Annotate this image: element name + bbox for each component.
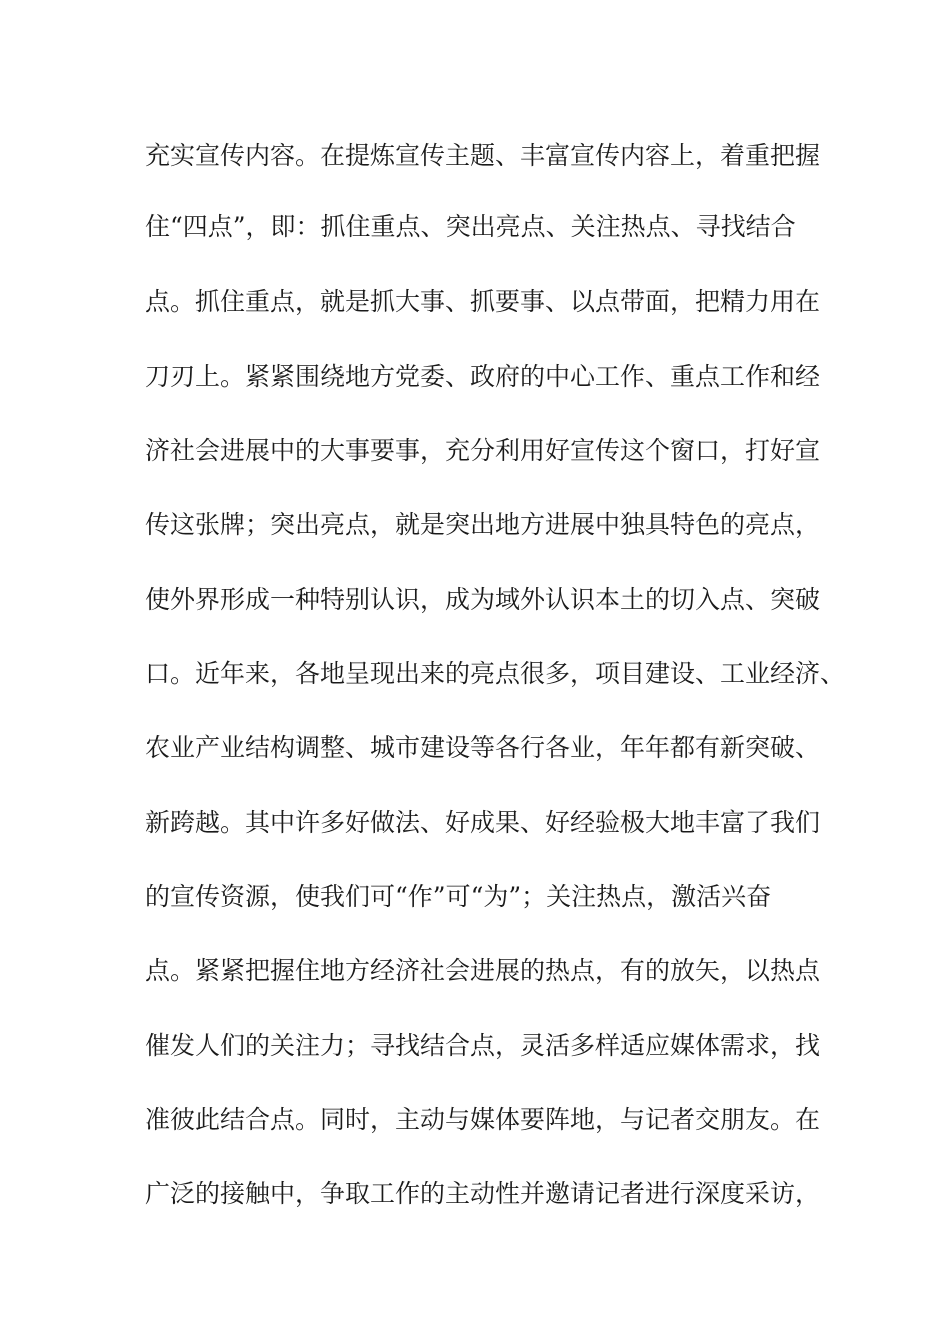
text-line: 传这张牌；突出亮点，就是突出地方进展中独具特色的亮点， <box>145 510 821 539</box>
text-line: 充实宣传内容。在提炼宣传主题、丰富宣传内容上，着重把握 <box>145 141 821 170</box>
text-line: 点。抓住重点，就是抓大事、抓要事、以点带面，把精力用在 <box>145 287 821 316</box>
text-line: 新跨越。其中许多好做法、好成果、好经验极大地丰富了我们 <box>145 808 821 837</box>
text-line: 准彼此结合点。同时，主动与媒体要阵地，与记者交朋友。在 <box>145 1105 821 1134</box>
text-line: 广泛的接触中，争取工作的主动性并邀请记者进行深度采访， <box>145 1179 821 1208</box>
text-line: 农业产业结构调整、城市建设等各行各业，年年都有新突破、 <box>145 733 821 762</box>
text-line: 济社会进展中的大事要事，充分利用好宣传这个窗口，打好宣 <box>145 436 821 465</box>
text-line: 催发人们的关注力；寻找结合点，灵活多样适应媒体需求，找 <box>145 1031 821 1060</box>
text-line: 口。近年来，各地呈现出来的亮点很多，项目建设、工业经济、 <box>145 659 846 688</box>
text-line: 住“四点”，即：抓住重点、突出亮点、关注热点、寻找结合 <box>145 212 796 241</box>
text-line: 点。紧紧把握住地方经济社会进展的热点，有的放矢，以热点 <box>145 956 821 985</box>
text-line: 的宣传资源，使我们可“作”可“为”；关注热点，激活兴奋 <box>145 882 772 911</box>
text-line: 使外界形成一种特别认识，成为域外认识本土的切入点、突破 <box>145 585 821 614</box>
text-line: 刀刃上。紧紧围绕地方党委、政府的中心工作、重点工作和经 <box>145 362 821 391</box>
